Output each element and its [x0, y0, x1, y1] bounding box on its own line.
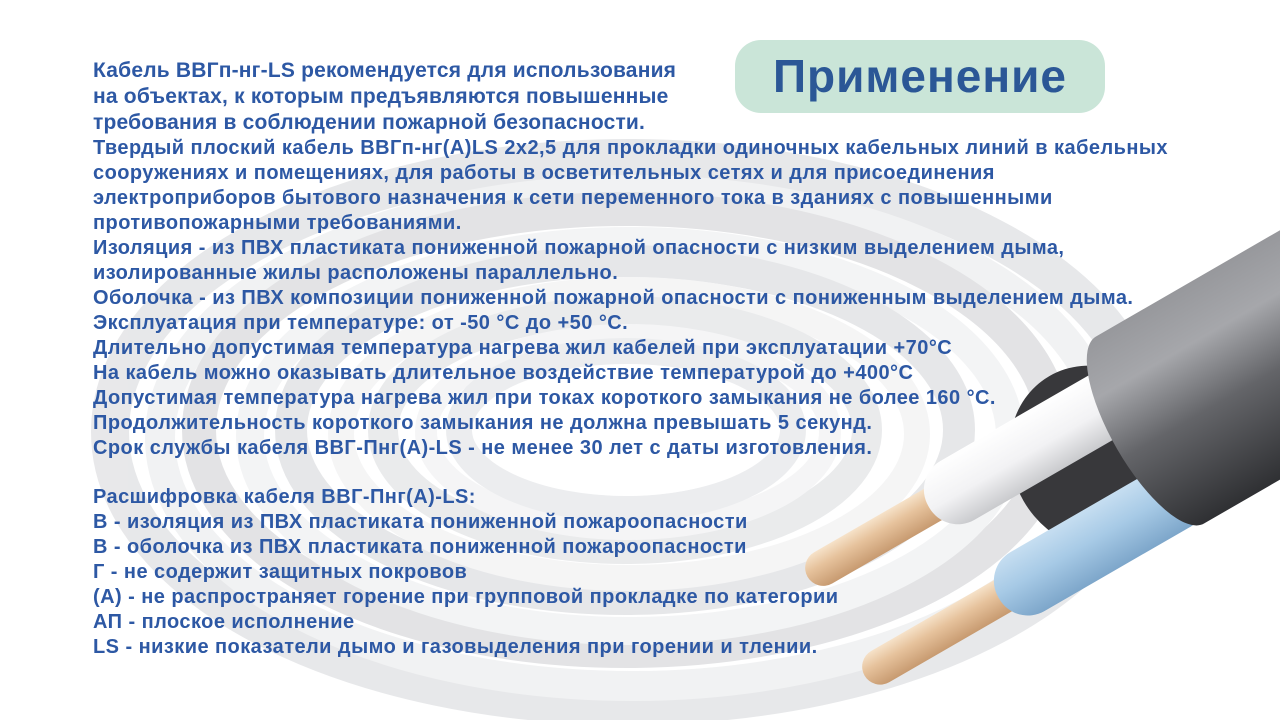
text-line: Твердый плоский кабель ВВГп-нг(А)LS 2х2,5 для прокладки одиночных кабельных линий в кабельных: [93, 137, 1168, 159]
slide-text-block: [93, 58, 1213, 660]
slide-title-badge: [735, 40, 1105, 113]
text-line: Эксплуатация при температуре: от -50 °С до +50 °С.: [93, 312, 629, 334]
text-line: Оболочка - из ПВХ композиции пониженной пожарной опасности с пониженным выделением дыма.: [93, 287, 1134, 309]
text-line: на объектах, к которым предъявляются повышенные: [93, 85, 669, 108]
text-line: противопожарными требованиями.: [93, 212, 462, 234]
text-line: Длительно допустимая температура нагрева жил кабелей при эксплуатации +70°С: [93, 337, 953, 359]
decode-paragraph: [93, 485, 1213, 660]
text-line: требования в соблюдении пожарной безопасности.: [93, 111, 646, 134]
text-line: Изоляция - из ПВХ пластиката пониженной пожарной опасности с низким выделением дыма,: [93, 237, 1065, 259]
text-line: Кабель ВВГп-нг-LS рекомендуется для использования: [93, 59, 677, 82]
text-line: В - изоляция из ПВХ пластиката пониженной пожароопасности: [93, 511, 748, 533]
text-line: Допустимая температура нагрева жил при токах короткого замыкания не более 160 °С.: [93, 387, 996, 409]
specs-paragraph: [93, 136, 1213, 461]
text-line: Расшифровка кабеля ВВГ-Пнг(А)-LS:: [93, 486, 476, 508]
text-line: LS - низкие показатели дымо и газовыделения при горении и тлении.: [93, 636, 818, 658]
text-line: сооружениях и помещениях, для работы в осветительных сетях и для присоединения: [93, 162, 995, 184]
text-line: В - оболочка из ПВХ пластиката пониженной пожароопасности: [93, 536, 747, 558]
text-line: (А) - не распространяет горение при групповой прокладке по категории: [93, 586, 839, 608]
text-line: АП - плоское исполнение: [93, 611, 355, 633]
text-line: Срок службы кабеля ВВГ-Пнг(А)-LS - не менее 30 лет с даты изготовления.: [93, 437, 873, 459]
text-line: Продолжительность короткого замыкания не должна превышать 5 секунд.: [93, 412, 873, 434]
text-line: Г - не содержит защитных покровов: [93, 561, 468, 583]
text-line: электроприборов бытового назначения к сети переменного тока в зданиях с повышенными: [93, 187, 1053, 209]
slide-title: Применение: [772, 50, 1068, 102]
text-line: На кабель можно оказывать длительное воздействие температурой до +400°С: [93, 362, 914, 384]
text-line: изолированные жилы расположены параллельно.: [93, 262, 619, 284]
